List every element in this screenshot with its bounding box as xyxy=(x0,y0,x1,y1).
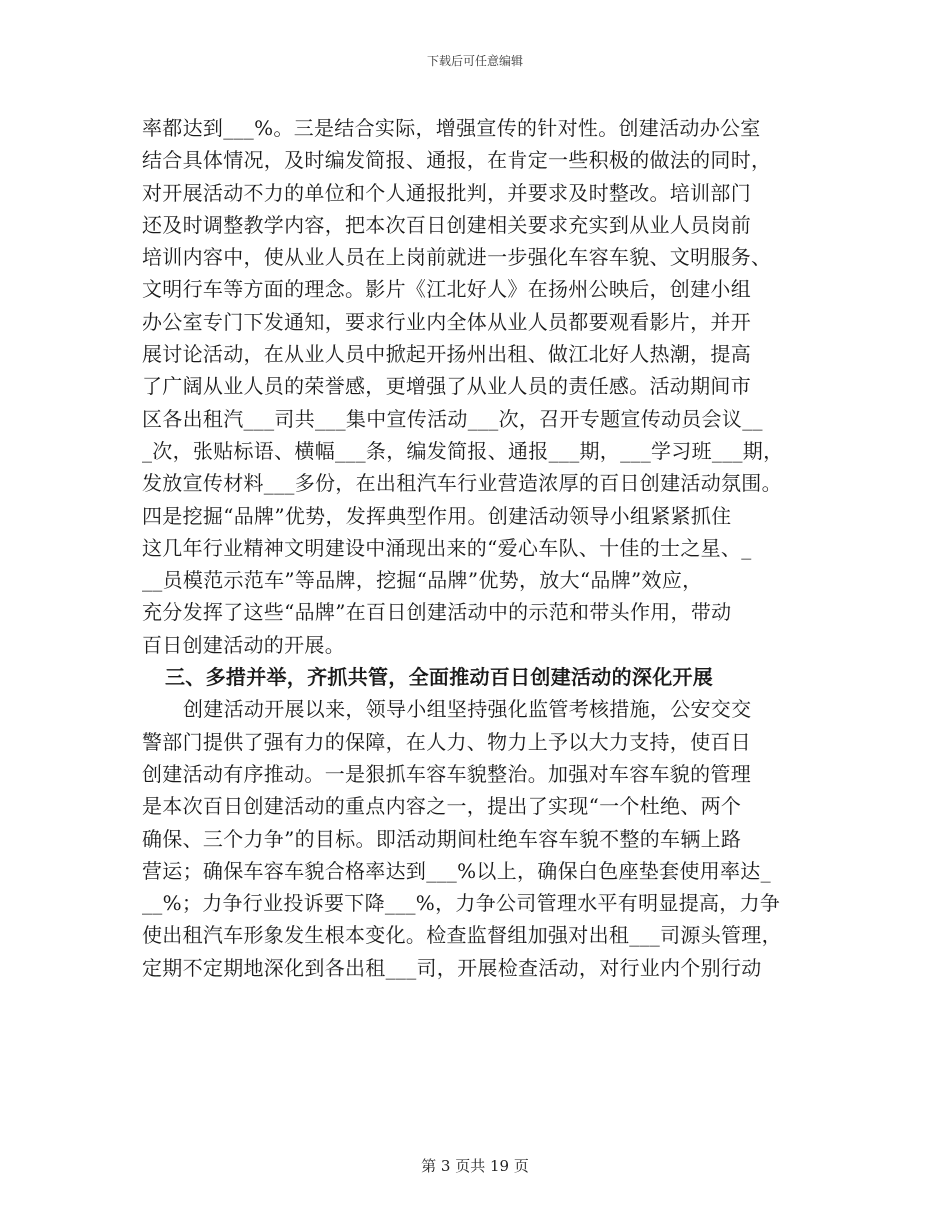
text-line: 警部门提供了强有力的保障，在人力、物力上予以大力支持，使百日 xyxy=(142,729,751,754)
text-line: 还及时调整教学内容，把本次百日创建相关要求充实到从业人员岗前 xyxy=(142,212,751,237)
text-line: 区各出租汽___司共___集中宣传活动___次，召开专题宣传动员会议__ xyxy=(142,406,763,431)
text-line: __员模范示范车”等品牌，挖掘“品牌”优势，放大“品牌”效应， xyxy=(142,568,703,593)
text-line: 是本次百日创建活动的重点内容之一，提出了实现“一个杜绝、两个 xyxy=(142,794,742,819)
text-line: 营运；确保车容车貌合格率达到___%以上，确保白色座垫套使用率达_ xyxy=(142,858,771,883)
text-line: 创建活动开展以来，领导小组坚持强化监管考核措施，公安交交 xyxy=(183,697,752,722)
text-line: 发放宣传材料___多份，在出租汽车行业营造浓厚的百日创建活动氛围。 xyxy=(142,471,782,496)
text-line: 这几年行业精神文明建设中涌现出来的“爱心车队、十佳的士之星、_ xyxy=(142,535,752,560)
text-line: 文明行车等方面的理念。影片《江北好人》在扬州公映后，创建小组 xyxy=(142,277,751,302)
document-body xyxy=(142,112,818,984)
text-line: 对开展活动不力的单位和个人通报批判，并要求及时整改。培训部门 xyxy=(142,180,751,205)
section-heading: 三、多措并举，齐抓共管，全面推动百日创建活动的深化开展 xyxy=(165,665,714,690)
text-line: 办公室专门下发通知，要求行业内全体从业人员都要观看影片，并开 xyxy=(142,309,751,334)
text-line: __%；力争行业投诉要下降___%，力争公司管理水平有明显提高，力争 xyxy=(142,891,781,916)
text-line: 定期不定期地深化到各出租___司，开展检查活动，对行业内个别行动 xyxy=(142,955,762,980)
text-line: 四是挖掘“品牌”优势，发挥典型作用。创建活动领导小组紧紧抓住 xyxy=(142,503,732,528)
text-line: 创建活动有序推动。一是狠抓车容车貌整治。加强对车容车貌的管理 xyxy=(142,761,751,786)
text-line: 使出租汽车形象发生根本变化。检查监督组加强对出租___司源头管理， xyxy=(142,923,782,948)
text-line: 结合具体情况，及时编发简报、通报，在肯定一些积极的做法的同时， xyxy=(142,148,772,173)
text-line: 充分发挥了这些“品牌”在百日创建活动中的示范和带头作用，带动 xyxy=(142,600,732,625)
text-line: 展讨论活动，在从业人员中掀起开扬州出租、做江北好人热潮，提高 xyxy=(142,342,751,367)
page-header: 下载后可任意编辑 xyxy=(426,54,523,68)
page-footer: 第 3 页共 19 页 xyxy=(421,1157,529,1175)
text-line: 百日创建活动的开展。 xyxy=(142,632,345,657)
text-line: 培训内容中，使从业人员在上岗前就进一步强化车容车貌、文明服务、 xyxy=(142,245,772,270)
text-line: _次，张贴标语、横幅___条，编发简报、通报___期，___学习班___期， xyxy=(142,438,784,463)
text-line: 率都达到___%。三是结合实际，增强宣传的针对性。创建活动办公室 xyxy=(142,116,761,140)
text-line: 确保、三个力争”的目标。即活动期间杜绝车容车貌不整的车辆上路 xyxy=(142,826,742,851)
text-line: 了广阔从业人员的荣誉感，更增强了从业人员的责任感。活动期间市 xyxy=(142,374,751,399)
